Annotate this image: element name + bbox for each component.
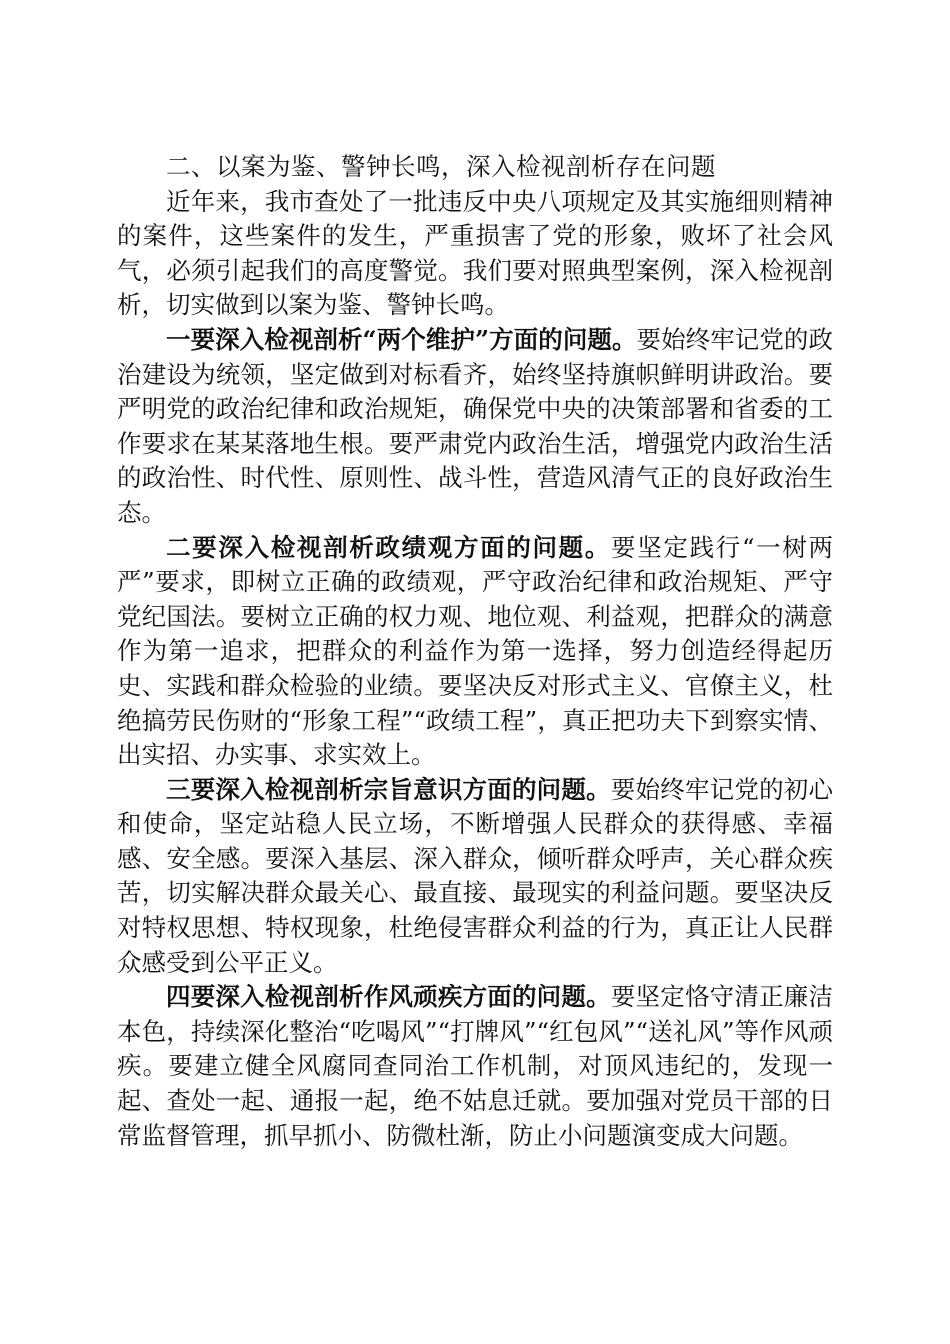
point-body-3: 要始终牢记党的初心和使命，坚定站稳人民立场，不断增强人民群众的获得感、幸福感、安全感。要深入基层、深入群众，倾听群众呼声，关心群众疾苦，切实解决群众最关心、最直接、最现实的利益问题。要坚决反对特权思想、特权现象，杜绝侵害群众利益的行为，真正让人民群众感受到公平正义。 — [117, 774, 834, 977]
point-lead-4: 四要深入检视剖析作风顽疾方面的问题。 — [166, 982, 611, 1012]
point-lead-3: 三要深入检视剖析宗旨意识方面的问题。 — [166, 774, 611, 804]
point-body-2: 要坚定践行“一树两严”要求，即树立正确的政绩观，严守政治纪律和政治规矩、严守党纪国法。要树立正确的权力观、地位观、利益观，把群众的满意作为第一追求，把群众的利益作为第一选择，努力创造经得起历史、实践和群众检验的业绩。要坚决反对形式主义、官僚主义，杜绝搞劳民伤财的“形象工程”“政绩工程”，真正把功夫下到察实情、出实招、办实事、求实效上。 — [117, 532, 834, 770]
point-paragraph-4 — [117, 980, 833, 1153]
point-lead-2: 二要深入检视剖析政绩观方面的问题。 — [166, 532, 612, 562]
intro-paragraph: 近年来，我市查处了一批违反中央八项规定及其实施细则精神的案件，这些案件的发生，严重损害了党的形象，败坏了社会风气，必须引起我们的高度警觉。我们要对照典型案例，深入检视剖析，切实做到以案为鉴、警钟长鸣。 — [117, 186, 833, 320]
section-title: 二、以案为鉴、警钟长鸣，深入检视剖析存在问题 — [166, 152, 716, 181]
document-page — [117, 150, 833, 1153]
point-lead-1: 一要深入检视剖析“两个维护”方面的问题。 — [166, 324, 637, 354]
point-body-1: 要始终牢记党的政治建设为统领，坚定做到对标看齐，始终坚持旗帜鲜明讲政治。要严明党的政治纪律和政治规矩，确保党中央的决策部署和省委的工作要求在某某落地生根。要严肃党内政治生活，增强党内政治生活的政治性、时代性、原则性、战斗性，营造风清气正的良好政治生态。 — [117, 324, 834, 527]
point-paragraph-1 — [117, 323, 833, 531]
point-paragraph-3 — [117, 773, 833, 981]
point-paragraph-2 — [117, 531, 833, 773]
point-body-4: 要坚定恪守清正廉洁本色，持续深化整治“吃喝风”“打牌风”“红包风”“送礼风”等作风顽疾。要建立健全风腐同查同治工作机制，对顶风违纪的，发现一起、查处一起、通报一起，绝不姑息迁就。要加强对党员干部的日常监督管理，抓早抓小、防微杜渐，防止小问题演变成大问题。 — [117, 982, 834, 1150]
